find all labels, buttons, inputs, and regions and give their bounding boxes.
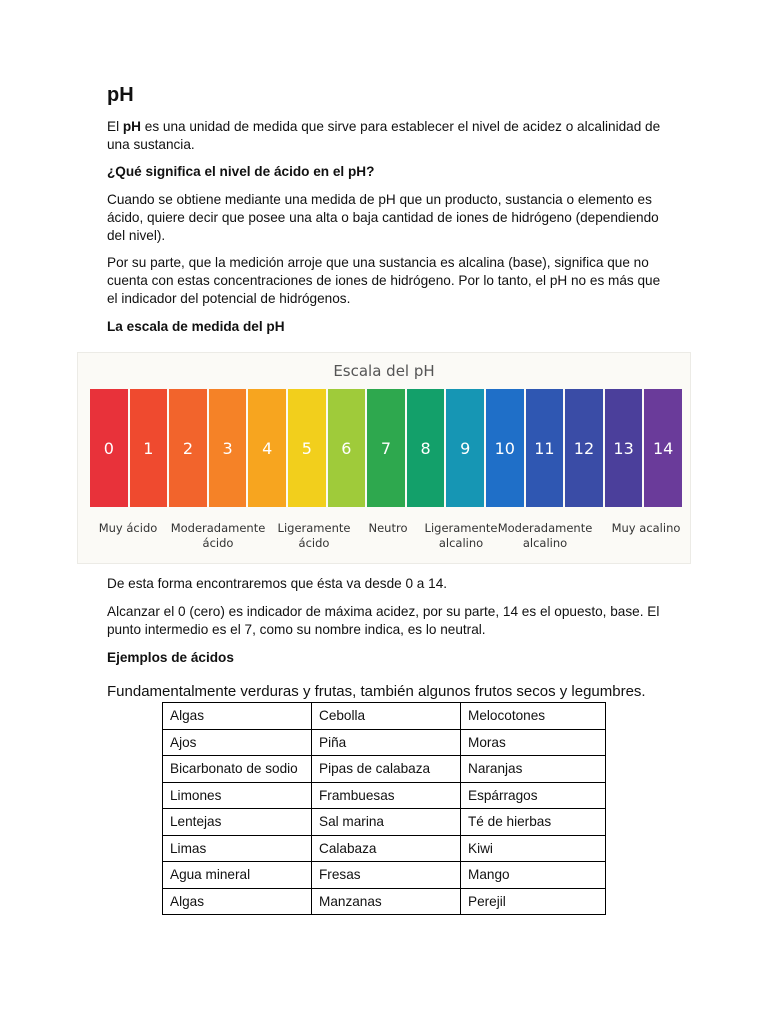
table-row [163, 888, 606, 915]
table-row [163, 703, 606, 730]
category-label: Ligeramente alcalino [424, 521, 498, 550]
table-cell: Algas [163, 703, 312, 730]
paragraph-acid: Cuando se obtiene mediante una medida de pH que un producto, sustancia o elemento es ácido, quiere decir que posee una alta o baja cantidad de iones de hidrógeno (dependiendo del nivel). [107, 192, 659, 243]
heading-examples: Ejemplos de ácidos [107, 650, 234, 665]
ph-cell-5: 5 [288, 389, 326, 507]
table-cell: Piña [312, 729, 461, 756]
ph-cell-4: 4 [248, 389, 286, 507]
table-row [163, 756, 606, 783]
heading-acid-level: ¿Qué significa el nivel de ácido en el pH? [107, 164, 375, 179]
table-cell: Algas [163, 888, 312, 915]
table-cell: Limones [163, 782, 312, 809]
table-cell: Té de hierbas [461, 809, 606, 836]
ph-bold: pH [122, 119, 141, 134]
paragraph-base: Por su parte, que la medición arroje que una sustancia es alcalina (base), significa que no cuenta con estas concentraciones de iones de hidrógeno. Por lo tanto, el pH no es más que el indicador del potencial de hidrógenos. [107, 255, 661, 306]
ph-cell-0: 0 [90, 389, 128, 507]
category-label: Ligeramente ácido [277, 521, 351, 550]
table-cell: Ajos [163, 729, 312, 756]
category-label: Muy ácido [98, 521, 158, 535]
table-cell: Sal marina [312, 809, 461, 836]
examples-intro: Fundamentalmente verduras y frutas, también algunos frutos secos y legumbres. [107, 683, 646, 700]
heading-scale: La escala de medida del pH [107, 319, 285, 334]
table-cell: Frambuesas [312, 782, 461, 809]
ph-cell-9: 9 [446, 389, 484, 507]
ph-cell-1: 1 [130, 389, 168, 507]
category-label: Moderadamente alcalino [497, 521, 593, 550]
category-label: Moderadamente ácido [170, 521, 266, 550]
ph-cell-6: 6 [328, 389, 366, 507]
page-title: pH [107, 84, 134, 106]
table-cell: Manzanas [312, 888, 461, 915]
table-cell: Kiwi [461, 835, 606, 862]
ph-cell-7: 7 [367, 389, 405, 507]
ph-cell-8: 8 [407, 389, 445, 507]
ph-cell-12: 12 [565, 389, 603, 507]
acid-examples-table [162, 702, 606, 915]
table-cell: Naranjas [461, 756, 606, 783]
category-label: Neutro [368, 521, 408, 535]
paragraph-range: De esta forma encontraremos que ésta va desde 0 a 14. [107, 576, 448, 591]
table-cell: Perejil [461, 888, 606, 915]
table-cell: Pipas de calabaza [312, 756, 461, 783]
table-cell: Espárragos [461, 782, 606, 809]
table-cell: Agua mineral [163, 862, 312, 889]
table-cell: Moras [461, 729, 606, 756]
table-cell: Lentejas [163, 809, 312, 836]
table-row [163, 782, 606, 809]
ph-cell-2: 2 [169, 389, 207, 507]
ph-cell-14: 14 [644, 389, 682, 507]
ph-cell-10: 10 [486, 389, 524, 507]
ph-scale-bar [90, 389, 682, 507]
intro-paragraph: El pH es una unidad de medida que sirve para establecer el nivel de acidez o alcalinidad de una sustancia. [107, 119, 661, 152]
ph-cell-13: 13 [605, 389, 643, 507]
ph-cell-3: 3 [209, 389, 247, 507]
table-cell: Bicarbonato de sodio [163, 756, 312, 783]
table-row [163, 729, 606, 756]
paragraph-extremes: Alcanzar el 0 (cero) es indicador de máxima acidez, por su parte, 14 es el opuesto, base. El punto intermedio es el 7, como su nombre indica, es lo neutral. [107, 604, 660, 637]
table-row [163, 835, 606, 862]
table-cell: Calabaza [312, 835, 461, 862]
table-cell: Cebolla [312, 703, 461, 730]
table-row [163, 809, 606, 836]
table-row [163, 862, 606, 889]
table-cell: Limas [163, 835, 312, 862]
category-label: Muy acalino [611, 521, 681, 535]
table-cell: Fresas [312, 862, 461, 889]
table-cell: Mango [461, 862, 606, 889]
table-cell: Melocotones [461, 703, 606, 730]
ph-scale-figure [77, 352, 691, 564]
figure-title: Escala del pH [333, 362, 435, 380]
ph-cell-11: 11 [526, 389, 564, 507]
